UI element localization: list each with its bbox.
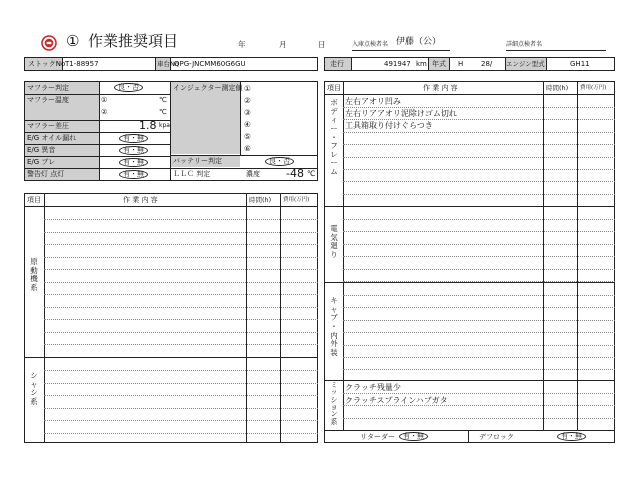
date-year-label: 年 [238, 40, 246, 49]
ruling-line [44, 319, 318, 320]
right-col-cost-header: 費用(万円) [580, 85, 607, 91]
mileage-label: 走行 [330, 60, 344, 68]
retarder-label: リターダー [360, 433, 395, 441]
page-title: 作業推奨項目 [88, 32, 179, 50]
ruling-line [44, 433, 318, 434]
mileage-value: 491947 [384, 60, 411, 68]
battery-label: バッテリー判定 [173, 157, 222, 165]
muffler-temp-label: マフラー温度 [27, 96, 69, 104]
ruling-line [343, 357, 615, 358]
date-month-label: 月 [279, 40, 287, 49]
ruling-line [343, 144, 615, 145]
engine-type-value: GH11 [570, 60, 590, 68]
ruling-line [44, 332, 318, 333]
ruling-line [343, 231, 615, 232]
ruling-line [44, 370, 318, 371]
warning-lamp-result: 有・無 [119, 170, 148, 179]
ruling-line [44, 257, 318, 258]
right-section-label: キ ャ ブ ・ 内 外 装 [330, 296, 338, 357]
abnormal-noise-result: 有・無 [119, 146, 148, 155]
ruling-line [44, 244, 318, 245]
left-col-work-header: 作 業 内 容 [123, 196, 158, 204]
battery-result: 良・否 [265, 157, 294, 166]
ruling-line [343, 393, 615, 394]
inspector-underline [352, 50, 450, 51]
chassis-value: QPG-JNCMM60G6GU [174, 60, 246, 68]
ruling-line [343, 256, 615, 257]
ruling-line [343, 169, 615, 170]
left-col-cost-header: 費用(万円) [283, 197, 310, 203]
right-section-label: ボ デ ィ ー ・ フ レ ー ム [330, 98, 338, 176]
inspector-label: 入庫点検者名 [352, 41, 389, 48]
muffler-judge-result: 良・否 [114, 83, 143, 92]
left-col-item-header: 項目 [27, 196, 41, 204]
detail-inspector-underline [506, 50, 606, 51]
injector-5: ⑤ [244, 132, 251, 141]
model-year-era: H [458, 60, 464, 68]
warning-lamp-label: 警告灯 点灯 [27, 170, 65, 178]
stock-label: ストックNo [28, 60, 66, 68]
injector-3: ③ [244, 108, 251, 117]
left-section-label: 原 動 機 系 [30, 257, 38, 292]
ruling-line [44, 344, 318, 345]
left-section-label: シ ャ シ 系 [30, 371, 38, 406]
ruling-line [44, 269, 318, 270]
injector-label: インジェクター測定値 [173, 84, 243, 92]
injector-1: ① [244, 84, 251, 93]
ruling-line [343, 295, 615, 296]
muffler-diff-label: マフラー差圧 [27, 122, 69, 130]
ruling-line [343, 269, 615, 270]
muffler-temp-2-unit: ℃ [159, 108, 167, 116]
muffler-judge-label: マフラー判定 [27, 84, 69, 92]
engine-type-label: エンジン型式 [506, 60, 545, 68]
work-item: 工具箱取り付けぐらつき [345, 121, 433, 130]
injector-6: ⑥ [244, 144, 251, 153]
ruling-line [343, 181, 615, 182]
llc-unit: ℃ [307, 169, 316, 178]
work-item: 左右リアアオリ泥除けゴム切れ [345, 109, 457, 118]
abnormal-noise-label: E/G 異音 [27, 146, 56, 154]
ruling-line [343, 369, 615, 370]
ruling-line [44, 307, 318, 308]
ruling-line [343, 281, 615, 282]
oil-leak-result: 有・無 [119, 134, 148, 143]
ruling-line [44, 383, 318, 384]
muffler-temp-1: ① [101, 96, 108, 104]
inspector-name: 伊藤（公） [396, 37, 442, 47]
injector-4: ④ [244, 120, 251, 129]
llc-value: -48 [286, 167, 304, 180]
muffler-temp-1-unit: ℃ [159, 96, 167, 104]
ruling-line [44, 294, 318, 295]
ruling-line [343, 418, 615, 419]
ruling-line [44, 282, 318, 283]
work-item: 左右アオリ凹み [345, 97, 401, 106]
diff-lock-label: デフロック [479, 433, 514, 441]
right-col-time-header: 時間(h) [546, 84, 569, 92]
diff-lock-result: 有・無 [557, 432, 586, 441]
stock-value: T1-88957 [65, 60, 99, 68]
left-work-table [24, 193, 318, 443]
ruling-line [44, 219, 318, 220]
ruling-line [343, 345, 615, 346]
ruling-line [44, 408, 318, 409]
right-section-label: ミ ッ シ ョ ン 系 [330, 381, 338, 426]
ruling-line [343, 307, 615, 308]
mileage-unit: km [416, 60, 427, 68]
left-col-time-header: 時間(h) [249, 196, 272, 204]
ruling-line [44, 395, 318, 396]
chassis-label: 車台No [157, 60, 179, 68]
vibration-label: E/G ブレ [27, 158, 56, 166]
ruling-line [343, 320, 615, 321]
ruling-line [343, 332, 615, 333]
muffler-temp-2: ② [101, 108, 108, 116]
ruling-line [343, 157, 615, 158]
injector-2: ② [244, 96, 251, 105]
ruling-line [343, 244, 615, 245]
retarder-result: 有・無 [399, 432, 428, 441]
muffler-diff-unit: kpa [159, 122, 170, 129]
work-item: クラッチスプラインハブガタ [345, 396, 448, 405]
right-col-work-header: 作 業 内 容 [423, 84, 458, 92]
ruling-line [44, 232, 318, 233]
ruling-line [44, 420, 318, 421]
work-item: クラッチ残量少 [345, 383, 401, 392]
detail-inspector-label: 詳細点検者名 [506, 41, 543, 48]
ruling-line [343, 219, 615, 220]
ruling-line [343, 132, 615, 133]
vibration-result: 有・無 [119, 158, 148, 167]
company-seal-icon [41, 35, 57, 51]
oil-leak-label: E/G オイル漏れ [27, 134, 77, 142]
right-col-item-header: 項目 [327, 84, 341, 92]
date-day-label: 日 [318, 40, 326, 49]
right-section-label: 電 気 廻 り [330, 224, 338, 259]
muffler-diff-value: 1.8 [139, 119, 157, 132]
ruling-line [343, 194, 615, 195]
llc-concentration-label: 濃度 [246, 170, 260, 178]
form-number: ① [66, 32, 80, 50]
ruling-line [343, 405, 615, 406]
model-year-label: 年式 [432, 60, 446, 68]
llc-label: ＬＬＣ 判定 [173, 170, 211, 178]
ruling-line [343, 119, 615, 120]
ruling-line [343, 107, 615, 108]
model-year-value: 28/ [481, 60, 493, 68]
